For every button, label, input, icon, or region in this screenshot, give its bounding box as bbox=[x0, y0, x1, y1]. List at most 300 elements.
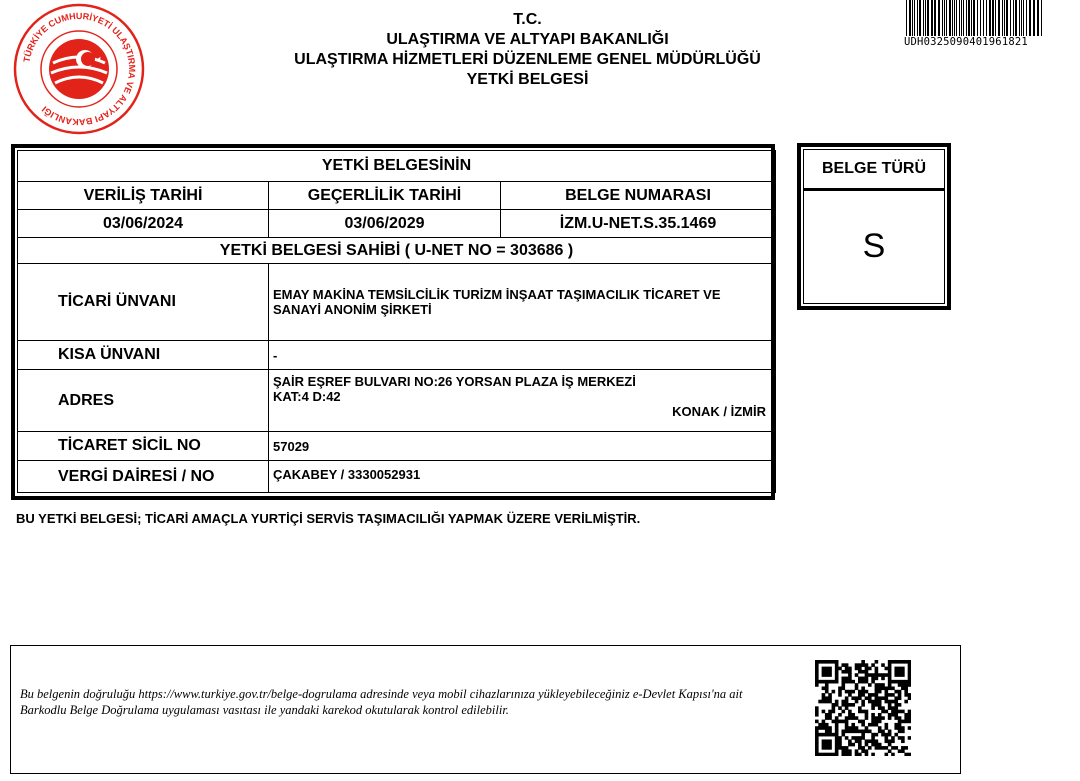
qr-module bbox=[832, 706, 836, 710]
qr-module bbox=[815, 730, 819, 734]
qr-module bbox=[851, 723, 855, 727]
qr-module bbox=[865, 710, 869, 714]
qr-module bbox=[841, 680, 845, 684]
qr-module bbox=[898, 696, 902, 700]
qr-module bbox=[845, 680, 849, 684]
qr-module bbox=[822, 746, 826, 750]
qr-module bbox=[828, 693, 832, 697]
qr-module bbox=[845, 663, 849, 667]
qr-module bbox=[875, 716, 879, 720]
qr-module bbox=[894, 723, 898, 727]
qr-module bbox=[825, 696, 829, 700]
qr-module bbox=[815, 710, 819, 714]
qr-module bbox=[851, 736, 855, 740]
qr-module bbox=[868, 683, 872, 687]
barcode-bar bbox=[917, 0, 918, 36]
qr-module bbox=[908, 670, 911, 674]
qr-module bbox=[845, 677, 849, 681]
qr-module bbox=[841, 753, 845, 756]
qr-module bbox=[885, 733, 889, 737]
qr-module bbox=[898, 667, 902, 671]
qr-module bbox=[822, 700, 826, 704]
qr-module bbox=[865, 730, 869, 734]
barcode-bar bbox=[1004, 0, 1005, 36]
qr-module bbox=[855, 753, 859, 756]
qr-module bbox=[825, 670, 829, 674]
qr-module bbox=[888, 706, 892, 710]
barcode-bar bbox=[961, 0, 962, 36]
qr-module bbox=[858, 746, 862, 750]
qr-module bbox=[841, 746, 845, 750]
qr-module bbox=[885, 696, 889, 700]
qr-module bbox=[861, 723, 865, 727]
qr-module bbox=[825, 683, 829, 687]
barcode-bar bbox=[986, 0, 987, 36]
barcode-bar bbox=[1015, 0, 1017, 36]
qr-module bbox=[868, 723, 872, 727]
qr-module bbox=[828, 753, 832, 756]
qr-module bbox=[888, 716, 892, 720]
qr-module bbox=[868, 700, 872, 704]
qr-module bbox=[855, 739, 859, 743]
qr-module bbox=[908, 663, 911, 667]
qr-module bbox=[894, 706, 898, 710]
qr-module bbox=[815, 663, 819, 667]
qr-module bbox=[825, 739, 829, 743]
license-info-table bbox=[11, 144, 775, 500]
qr-module bbox=[845, 706, 849, 710]
qr-module bbox=[825, 686, 829, 690]
barcode-bar bbox=[1023, 0, 1024, 36]
qr-module bbox=[901, 730, 905, 734]
barcode-bar bbox=[1026, 0, 1027, 36]
qr-module bbox=[835, 677, 839, 681]
qr-module bbox=[865, 716, 869, 720]
qr-module bbox=[841, 720, 845, 724]
qr-module bbox=[885, 686, 889, 690]
qr-module bbox=[901, 746, 905, 750]
qr-module bbox=[828, 680, 832, 684]
qr-module bbox=[891, 693, 895, 697]
barcode-bar bbox=[952, 0, 953, 36]
qr-module bbox=[815, 753, 819, 756]
barcode-bar bbox=[992, 0, 994, 36]
qr-module bbox=[822, 710, 826, 714]
qr-module bbox=[838, 743, 842, 747]
qr-module bbox=[865, 743, 869, 747]
qr-module bbox=[868, 696, 872, 700]
qr-module bbox=[851, 703, 855, 707]
validity-date-header: GEÇERLİLİK TARİHİ bbox=[269, 182, 501, 210]
qr-module bbox=[835, 663, 839, 667]
qr-module bbox=[898, 703, 902, 707]
qr-module bbox=[828, 746, 832, 750]
qr-module bbox=[822, 753, 826, 756]
qr-code bbox=[815, 660, 911, 756]
barcode-bar bbox=[1029, 0, 1031, 36]
qr-module bbox=[825, 753, 829, 756]
qr-module bbox=[881, 683, 885, 687]
address-district: KONAK / İZMİR bbox=[672, 404, 767, 419]
qr-module bbox=[861, 749, 865, 753]
qr-module bbox=[878, 730, 882, 734]
qr-module bbox=[885, 693, 889, 697]
qr-module bbox=[825, 713, 829, 717]
qr-module bbox=[898, 726, 902, 730]
qr-module bbox=[891, 700, 895, 704]
qr-module bbox=[828, 733, 832, 737]
qr-module bbox=[835, 716, 839, 720]
qr-module bbox=[888, 686, 892, 690]
qr-module bbox=[894, 726, 898, 730]
barcode-bar bbox=[909, 0, 911, 36]
qr-module bbox=[845, 700, 849, 704]
qr-module bbox=[828, 700, 832, 704]
qr-module bbox=[825, 733, 829, 737]
qr-module bbox=[818, 733, 822, 737]
qr-module bbox=[875, 739, 879, 743]
qr-module bbox=[861, 686, 865, 690]
qr-module bbox=[868, 739, 872, 743]
qr-module bbox=[815, 746, 819, 750]
table-title: YETKİ BELGESİNİN bbox=[18, 151, 776, 182]
qr-module bbox=[822, 673, 826, 677]
qr-module bbox=[875, 673, 879, 677]
qr-module bbox=[858, 680, 862, 684]
barcode-bar bbox=[1019, 0, 1020, 36]
qr-module bbox=[825, 723, 829, 727]
qr-module bbox=[822, 667, 826, 671]
qr-module bbox=[818, 700, 822, 704]
qr-module bbox=[898, 690, 902, 694]
barcode-bar bbox=[983, 0, 984, 36]
qr-module bbox=[885, 667, 889, 671]
qr-module bbox=[858, 753, 862, 756]
qr-module bbox=[841, 683, 845, 687]
qr-module bbox=[875, 677, 879, 681]
qr-module bbox=[908, 716, 911, 720]
qr-module bbox=[848, 667, 852, 671]
qr-module bbox=[815, 660, 819, 664]
qr-module bbox=[858, 739, 862, 743]
qr-module bbox=[908, 673, 911, 677]
qr-module bbox=[845, 690, 849, 694]
qr-module bbox=[888, 749, 892, 753]
qr-module bbox=[871, 753, 875, 756]
qr-module bbox=[878, 743, 882, 747]
qr-module bbox=[838, 706, 842, 710]
qr-module bbox=[815, 736, 819, 740]
qr-module bbox=[848, 693, 852, 697]
document-header bbox=[230, 10, 825, 90]
qr-module bbox=[845, 746, 849, 750]
qr-module bbox=[841, 730, 845, 734]
qr-module bbox=[888, 680, 892, 684]
qr-module bbox=[871, 677, 875, 681]
qr-module bbox=[841, 677, 845, 681]
qr-module bbox=[828, 730, 832, 734]
qr-module bbox=[904, 660, 908, 664]
qr-module bbox=[845, 696, 849, 700]
verification-footer bbox=[10, 645, 961, 774]
barcode-bar bbox=[968, 0, 970, 36]
validity-date-value: 03/06/2029 bbox=[269, 210, 501, 238]
barcode-bar bbox=[1006, 0, 1008, 36]
qr-module bbox=[865, 713, 869, 717]
qr-module bbox=[885, 753, 889, 756]
qr-module bbox=[841, 749, 845, 753]
qr-module bbox=[865, 753, 869, 756]
barcode-bar bbox=[1010, 0, 1011, 36]
qr-module bbox=[865, 677, 869, 681]
qr-module bbox=[871, 723, 875, 727]
qr-module bbox=[894, 700, 898, 704]
qr-module bbox=[891, 746, 895, 750]
qr-module bbox=[815, 720, 819, 724]
qr-module bbox=[838, 693, 842, 697]
qr-module bbox=[861, 733, 865, 737]
verification-text: Bu belgenin doğruluğu https://www.turkiye.gov.tr/belge-dogrulama adresinde veya mobil cihazlarınıza yükleyebileceğiniz e-Devlet Kapısı'na ait Barkodlu Belge Doğrulama uygulaması vasıtası ile yandaki karekod okutularak kontrol edilebilir. bbox=[20, 687, 743, 717]
qr-module bbox=[868, 730, 872, 734]
qr-module bbox=[845, 670, 849, 674]
qr-module bbox=[855, 730, 859, 734]
qr-module bbox=[815, 726, 819, 730]
qr-module bbox=[851, 726, 855, 730]
qr-module bbox=[898, 736, 902, 740]
qr-module bbox=[868, 693, 872, 697]
qr-module bbox=[838, 720, 842, 724]
qr-module bbox=[898, 723, 902, 727]
qr-module bbox=[815, 739, 819, 743]
qr-module bbox=[858, 693, 862, 697]
qr-module bbox=[848, 730, 852, 734]
qr-module bbox=[865, 726, 869, 730]
qr-module bbox=[871, 706, 875, 710]
qr-module bbox=[861, 720, 865, 724]
qr-module bbox=[848, 703, 852, 707]
qr-module bbox=[908, 677, 911, 681]
qr-module bbox=[868, 746, 872, 750]
issue-date-header: VERİLİŞ TARİHİ bbox=[18, 182, 269, 210]
qr-module bbox=[835, 726, 839, 730]
document-type-title: BELGE TÜRÜ bbox=[804, 150, 944, 191]
qr-module bbox=[881, 696, 885, 700]
qr-module bbox=[825, 660, 829, 664]
qr-module bbox=[871, 663, 875, 667]
qr-module bbox=[818, 680, 822, 684]
qr-module bbox=[875, 670, 879, 674]
qr-module bbox=[891, 686, 895, 690]
qr-module bbox=[888, 660, 892, 664]
qr-module bbox=[894, 680, 898, 684]
trade-name-value: EMAY MAKİNA TEMSİLCİLİK TURİZM İNŞAAT TAŞIMACILIK TİCARET VE SANAYİ ANONİM ŞİRKETİ bbox=[269, 264, 776, 341]
qr-module bbox=[875, 746, 879, 750]
qr-module bbox=[891, 736, 895, 740]
qr-module bbox=[894, 660, 898, 664]
qr-module bbox=[891, 753, 895, 756]
qr-module bbox=[835, 753, 839, 756]
qr-module bbox=[832, 710, 836, 714]
qr-module bbox=[835, 746, 839, 750]
header-ministry: ULAŞTIRMA VE ALTYAPI BAKANLIĞI bbox=[386, 31, 669, 48]
qr-module bbox=[901, 683, 905, 687]
qr-module bbox=[822, 733, 826, 737]
qr-module bbox=[871, 736, 875, 740]
qr-module bbox=[878, 683, 882, 687]
qr-module bbox=[908, 753, 911, 756]
qr-module bbox=[832, 703, 836, 707]
qr-module bbox=[848, 680, 852, 684]
qr-module bbox=[875, 703, 879, 707]
qr-module bbox=[894, 713, 898, 717]
document-type-box bbox=[797, 143, 951, 310]
qr-module bbox=[835, 723, 839, 727]
barcode-bar bbox=[956, 0, 957, 36]
barcode-bar bbox=[925, 0, 926, 36]
qr-module bbox=[848, 739, 852, 743]
qr-module bbox=[901, 749, 905, 753]
qr-module bbox=[855, 700, 859, 704]
qr-module bbox=[818, 723, 822, 727]
qr-module bbox=[878, 700, 882, 704]
barcode-bar bbox=[998, 0, 1000, 36]
qr-module bbox=[908, 736, 911, 740]
qr-module bbox=[901, 667, 905, 671]
qr-module bbox=[865, 739, 869, 743]
barcode-bar bbox=[938, 0, 940, 36]
qr-module bbox=[894, 690, 898, 694]
qr-module bbox=[848, 726, 852, 730]
qr-module bbox=[825, 743, 829, 747]
qr-module bbox=[855, 683, 859, 687]
qr-module bbox=[861, 670, 865, 674]
qr-module bbox=[865, 680, 869, 684]
barcode-bar bbox=[973, 0, 975, 36]
qr-module bbox=[901, 710, 905, 714]
qr-module bbox=[858, 730, 862, 734]
qr-module bbox=[838, 690, 842, 694]
qr-module bbox=[828, 667, 832, 671]
qr-module bbox=[881, 716, 885, 720]
qr-module bbox=[851, 690, 855, 694]
barcode-bar bbox=[977, 0, 978, 36]
qr-module bbox=[858, 663, 862, 667]
qr-module bbox=[878, 703, 882, 707]
qr-module bbox=[822, 739, 826, 743]
qr-module bbox=[875, 683, 879, 687]
qr-module bbox=[885, 746, 889, 750]
qr-module bbox=[848, 753, 852, 756]
barcode-bar bbox=[954, 0, 955, 36]
qr-module bbox=[875, 660, 879, 664]
qr-module bbox=[904, 683, 908, 687]
qr-module bbox=[828, 673, 832, 677]
qr-module bbox=[822, 743, 826, 747]
qr-module bbox=[894, 716, 898, 720]
qr-module bbox=[848, 710, 852, 714]
qr-module bbox=[885, 739, 889, 743]
qr-module bbox=[855, 663, 859, 667]
qr-module bbox=[858, 720, 862, 724]
qr-module bbox=[851, 730, 855, 734]
qr-module bbox=[875, 743, 879, 747]
qr-module bbox=[898, 720, 902, 724]
qr-module bbox=[875, 733, 879, 737]
qr-module bbox=[888, 743, 892, 747]
qr-module bbox=[855, 673, 859, 677]
qr-module bbox=[832, 733, 836, 737]
address-value: ŞAİR EŞREF BULVARI NO:26 YORSAN PLAZA İŞ MERKEZİ KAT:4 D:42 bbox=[273, 374, 636, 404]
qr-module bbox=[825, 726, 829, 730]
qr-module bbox=[881, 663, 885, 667]
qr-module bbox=[885, 723, 889, 727]
qr-module bbox=[898, 749, 902, 753]
qr-module bbox=[898, 670, 902, 674]
qr-module bbox=[885, 736, 889, 740]
qr-module bbox=[832, 680, 836, 684]
qr-module bbox=[865, 667, 869, 671]
barcode-bar bbox=[1033, 0, 1035, 36]
document-number-header: BELGE NUMARASI bbox=[501, 182, 776, 210]
qr-module bbox=[851, 716, 855, 720]
barcode-bar bbox=[914, 0, 915, 36]
qr-module bbox=[878, 713, 882, 717]
qr-module bbox=[904, 686, 908, 690]
qr-module bbox=[891, 710, 895, 714]
document-number-value: İZM.U-NET.S.35.1469 bbox=[501, 210, 776, 238]
barcode-bar bbox=[912, 0, 913, 36]
qr-module bbox=[858, 690, 862, 694]
qr-module bbox=[881, 730, 885, 734]
header-tc: T.C. bbox=[513, 11, 542, 28]
qr-module bbox=[908, 726, 911, 730]
qr-module bbox=[878, 690, 882, 694]
qr-module bbox=[845, 716, 849, 720]
qr-module bbox=[888, 739, 892, 743]
qr-module bbox=[868, 667, 872, 671]
qr-module bbox=[865, 673, 869, 677]
qr-module bbox=[832, 690, 836, 694]
qr-module bbox=[845, 730, 849, 734]
qr-module bbox=[891, 680, 895, 684]
qr-module bbox=[818, 753, 822, 756]
barcode-bar bbox=[963, 0, 964, 36]
qr-module bbox=[835, 739, 839, 743]
qr-module bbox=[855, 726, 859, 730]
qr-module bbox=[904, 713, 908, 717]
qr-module bbox=[828, 713, 832, 717]
qr-module bbox=[891, 713, 895, 717]
qr-module bbox=[861, 736, 865, 740]
barcode-bar bbox=[949, 0, 951, 36]
qr-module bbox=[828, 670, 832, 674]
qr-module bbox=[888, 673, 892, 677]
qr-module bbox=[855, 736, 859, 740]
qr-module bbox=[908, 683, 911, 687]
qr-module bbox=[828, 743, 832, 747]
qr-module bbox=[901, 670, 905, 674]
qr-module bbox=[851, 696, 855, 700]
qr-module bbox=[835, 660, 839, 664]
qr-module bbox=[858, 696, 862, 700]
barcode-bar bbox=[934, 0, 936, 36]
barcode-bar bbox=[995, 0, 996, 36]
qr-module bbox=[818, 660, 822, 664]
barcode-number: UDH0325090401961821 bbox=[904, 36, 1028, 48]
qr-module bbox=[841, 670, 845, 674]
qr-module bbox=[825, 690, 829, 694]
qr-module bbox=[828, 739, 832, 743]
